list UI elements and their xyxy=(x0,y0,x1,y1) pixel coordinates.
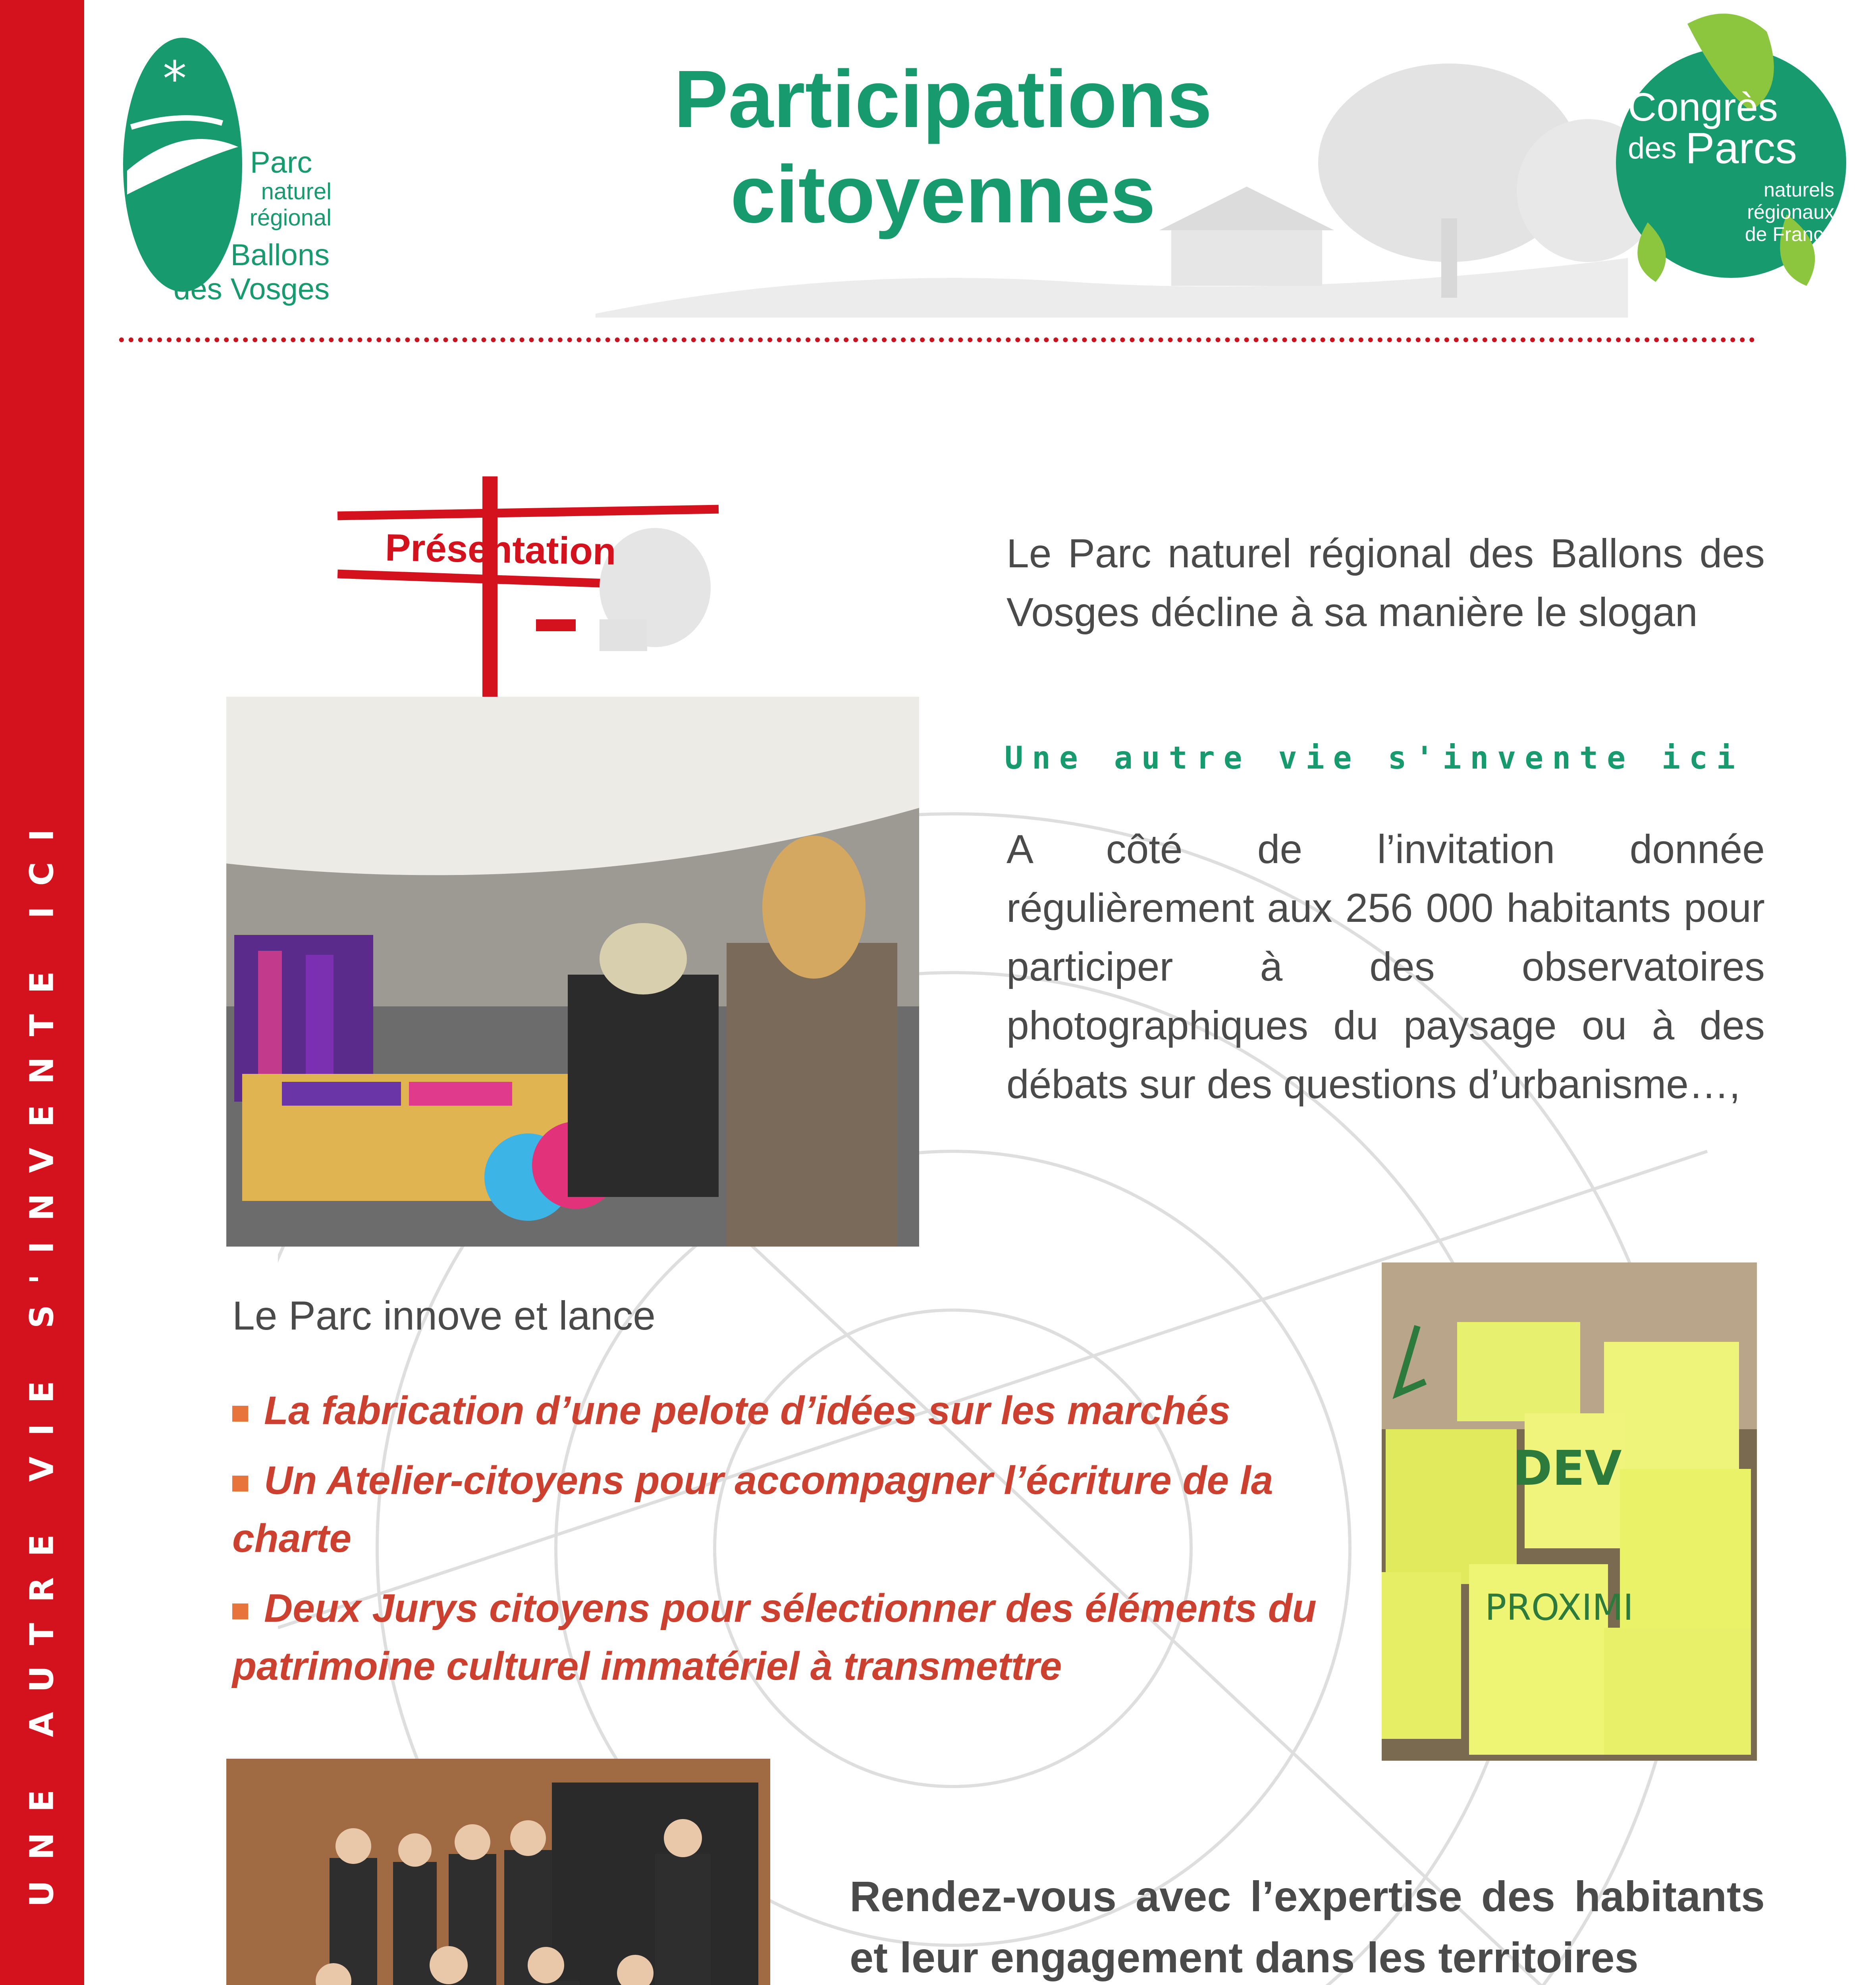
parc-logo-line: Parc xyxy=(250,146,312,179)
svg-text:*: * xyxy=(163,52,187,107)
list-item-text: Un Atelier-citoyens pour accompagner l’écriture de la charte xyxy=(232,1458,1273,1561)
presentation-signpost-icon xyxy=(337,468,735,699)
parc-logo-line: des Vosges xyxy=(174,272,330,306)
congres-parcs: Parcs xyxy=(1685,124,1797,173)
list-item-text: Deux Jurys citoyens pour sélectionner des éléments du patrimoine culturel immatériel à transmettre xyxy=(232,1586,1317,1688)
congres-title: Congrès xyxy=(1628,85,1778,129)
top-dotted-divider xyxy=(119,337,1755,342)
sticky-notes-photo xyxy=(1382,1262,1757,1761)
sidebar-slogan: UNE AUTRE VIE S'INVENTE ICI xyxy=(23,808,61,1907)
svg-text:DEV: DEV xyxy=(1513,1441,1622,1496)
congres-des-parcs-logo xyxy=(1600,8,1858,294)
sidebar-slogan-container xyxy=(0,0,84,1985)
market-stall-photo xyxy=(226,697,919,1247)
presentation-sign-label: Présentation xyxy=(385,526,617,573)
page-title-line1: Participations xyxy=(674,54,1212,145)
citizens-group-photo xyxy=(226,1759,770,1985)
parc-logo-line: régional xyxy=(249,205,332,231)
list-item xyxy=(232,1579,1328,1695)
invitation-paragraph: A côté de l’invitation donnée régulièrement aux 256 000 habitants pour participer à des observatoires photographiques du paysage ou à des débats sur des questions d’urbanisme…, xyxy=(1006,827,1765,1107)
parc-logo-line: des Ballons xyxy=(174,238,330,272)
list-item-text: La fabrication d’une pelote d’idées sur les marchés xyxy=(264,1388,1231,1433)
svg-text:PROXIMI: PROXIMI xyxy=(1485,1587,1634,1628)
page-title-line2: citoyennes xyxy=(730,149,1156,240)
bullet-square-icon xyxy=(232,1406,248,1422)
list-item xyxy=(232,1451,1328,1567)
sticky-notes-illustration xyxy=(1382,1262,1757,1761)
congres-des: des xyxy=(1628,131,1677,165)
intro-text: Le Parc naturel régional des Ballons des Vosges décline à sa manière le slogan xyxy=(1006,531,1765,635)
parc-logo-line: naturel xyxy=(261,179,332,204)
congres-sub-line: de France xyxy=(1745,223,1834,245)
innove-text: Le Parc innove et lance xyxy=(232,1293,656,1338)
bullet-square-icon xyxy=(232,1476,248,1492)
bullet-square-icon xyxy=(232,1603,248,1619)
parc-ballons-vosges-logo xyxy=(119,28,332,322)
congres-subtitle xyxy=(1703,179,1834,245)
list-item xyxy=(232,1382,1328,1440)
congres-sub-line: régionaux xyxy=(1747,201,1834,223)
congres-sub-line: naturels xyxy=(1764,179,1834,201)
rendezvous-text: Rendez-vous avec l’expertise des habitants et leur engagement dans les territoires xyxy=(850,1872,1765,1981)
page-title xyxy=(516,52,1370,242)
group-photo-illustration xyxy=(226,1759,770,1985)
slogan-text: Une autre vie s'invente ici xyxy=(1005,740,1744,776)
market-photo-illustration xyxy=(226,697,919,1247)
parc-logo-subtext xyxy=(224,179,332,231)
initiatives-list xyxy=(232,1382,1328,1695)
parc-logo-text-small xyxy=(250,147,312,179)
parc-logo-name xyxy=(171,238,330,306)
